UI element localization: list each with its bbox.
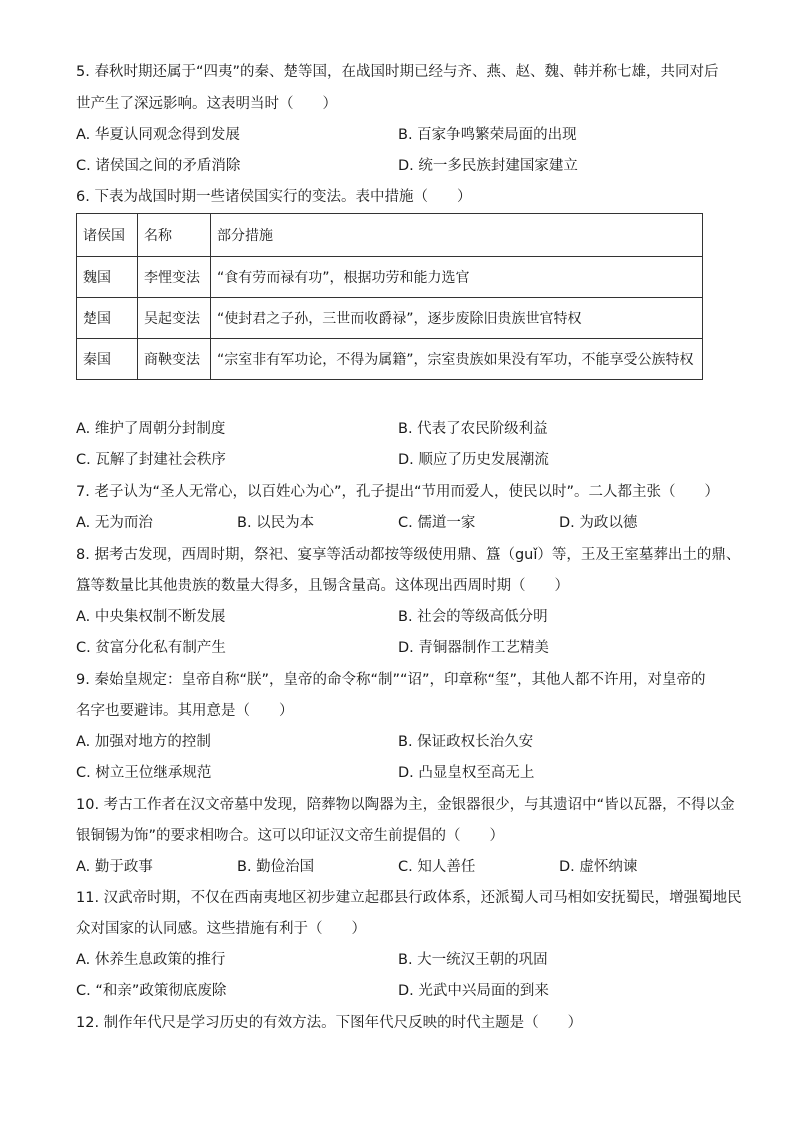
table-cell: 吴起变法 [138, 298, 211, 339]
question-5-line-2: 世产生了深远影响。这表明当时（ ） [76, 96, 337, 112]
question-9-option-b[interactable]: B. 保证政权长治久安 [398, 734, 534, 750]
table-header-cell: 诸侯国 [77, 214, 138, 257]
question-8-line-1: 8. 据考古发现，西周时期，祭祀、宴享等活动都按等级使用鼎、簋（guǐ）等，王及王室墓葬出土的鼎、 [76, 547, 741, 563]
question-6-option-b[interactable]: B. 代表了农民阶级利益 [398, 421, 548, 437]
table-cell: 魏国 [77, 257, 138, 298]
reform-table [76, 213, 703, 380]
table-cell: 楚国 [77, 298, 138, 339]
question-11-line-1: 11. 汉武帝时期，不仅在西南夷地区初步建立起郡县行政体系，还派蜀人司马相如安抚蜀民，增强蜀地民 [76, 890, 742, 906]
question-5-option-c[interactable]: C. 诸侯国之间的矛盾消除 [76, 158, 241, 174]
question-7-option-a[interactable]: A. 无为而治 [76, 515, 153, 531]
question-11-option-c[interactable]: C. “和亲”政策彻底废除 [76, 983, 227, 999]
question-5-line-1: 5. 春秋时期还属于“四夷”的秦、楚等国，在战国时期已经与齐、燕、赵、魏、韩并称七雄，共同对后 [76, 64, 719, 80]
question-10-option-b[interactable]: B. 勤俭治国 [237, 859, 315, 875]
question-8-option-b[interactable]: B. 社会的等级高低分明 [398, 609, 548, 625]
table-cell: 秦国 [77, 339, 138, 380]
question-8-option-a[interactable]: A. 中央集权制不断发展 [76, 609, 226, 625]
question-11-line-2: 众对国家的认同感。这些措施有利于（ ） [76, 921, 366, 937]
table-cell: “食有劳而禄有功”，根据功劳和能力选官 [211, 257, 703, 298]
table-header-cell: 部分措施 [211, 214, 703, 257]
table-cell: 李悝变法 [138, 257, 211, 298]
question-9-option-d[interactable]: D. 凸显皇权至高无上 [398, 765, 535, 781]
question-9-option-c[interactable]: C. 树立王位继承规范 [76, 765, 212, 781]
question-12-line-1: 12. 制作年代尺是学习历史的有效方法。下图年代尺反映的时代主题是（ ） [76, 1015, 583, 1031]
table-row [77, 298, 703, 339]
question-8-line-2: 簋等数量比其他贵族的数量大得多，且锡含量高。这体现出西周时期（ ） [76, 578, 569, 594]
table-cell: 商鞅变法 [138, 339, 211, 380]
question-6-option-a[interactable]: A. 维护了周朝分封制度 [76, 421, 226, 437]
question-10-line-1: 10. 考古工作者在汉文帝墓中发现，陪葬物以陶器为主，金银器很少，与其遗诏中“皆以瓦器，不得以金 [76, 797, 735, 813]
question-9-line-1: 9. 秦始皇规定：皇帝自称“朕”，皇帝的命令称“制”“诏”，印章称“玺”，其他人都不许用，对皇帝的 [76, 672, 706, 688]
question-6-option-c[interactable]: C. 瓦解了封建社会秩序 [76, 452, 226, 468]
question-7-option-b[interactable]: B. 以民为本 [237, 515, 315, 531]
question-6-line-1: 6. 下表为战国时期一些诸侯国实行的变法。表中措施（ ） [76, 189, 472, 205]
question-9-option-a[interactable]: A. 加强对地方的控制 [76, 734, 211, 750]
table-cell: “使封君之子孙，三世而收爵禄”，逐步废除旧贵族世官特权 [211, 298, 703, 339]
table-row [77, 257, 703, 298]
question-5-option-a[interactable]: A. 华夏认同观念得到发展 [76, 127, 240, 143]
question-10-line-2: 银铜锡为饰”的要求相吻合。这可以印证汉文帝生前提倡的（ ） [76, 828, 505, 844]
question-8-option-c[interactable]: C. 贫富分化私有制产生 [76, 640, 226, 656]
question-11-option-a[interactable]: A. 休养生息政策的推行 [76, 952, 226, 968]
question-5-option-d[interactable]: D. 统一多民族封建国家建立 [398, 158, 578, 174]
table-cell: “宗室非有军功论，不得为属籍”，宗室贵族如果没有军功，不能享受公族特权 [211, 339, 703, 380]
question-10-option-c[interactable]: C. 知人善任 [398, 859, 476, 875]
table-row [77, 339, 703, 380]
table-header-row [77, 214, 703, 257]
question-8-option-d[interactable]: D. 青铜器制作工艺精美 [398, 640, 549, 656]
question-11-option-d[interactable]: D. 光武中兴局面的到来 [398, 983, 549, 999]
question-9-line-2: 名字也要避讳。其用意是（ ） [76, 703, 294, 719]
question-6-option-d[interactable]: D. 顺应了历史发展潮流 [398, 452, 549, 468]
question-11-option-b[interactable]: B. 大一统汉王朝的巩固 [398, 952, 548, 968]
question-10-option-a[interactable]: A. 勤于政事 [76, 859, 153, 875]
table-header-cell: 名称 [138, 214, 211, 257]
question-10-option-d[interactable]: D. 虚怀纳谏 [559, 859, 638, 875]
question-7-option-d[interactable]: D. 为政以德 [559, 515, 638, 531]
question-5-option-b[interactable]: B. 百家争鸣繁荣局面的出现 [398, 127, 577, 143]
question-7-line-1: 7. 老子认为“圣人无常心，以百姓心为心”，孔子提出“节用而爱人，使民以时”。二人都主张（ ） [76, 484, 719, 500]
question-7-option-c[interactable]: C. 儒道一家 [398, 515, 476, 531]
